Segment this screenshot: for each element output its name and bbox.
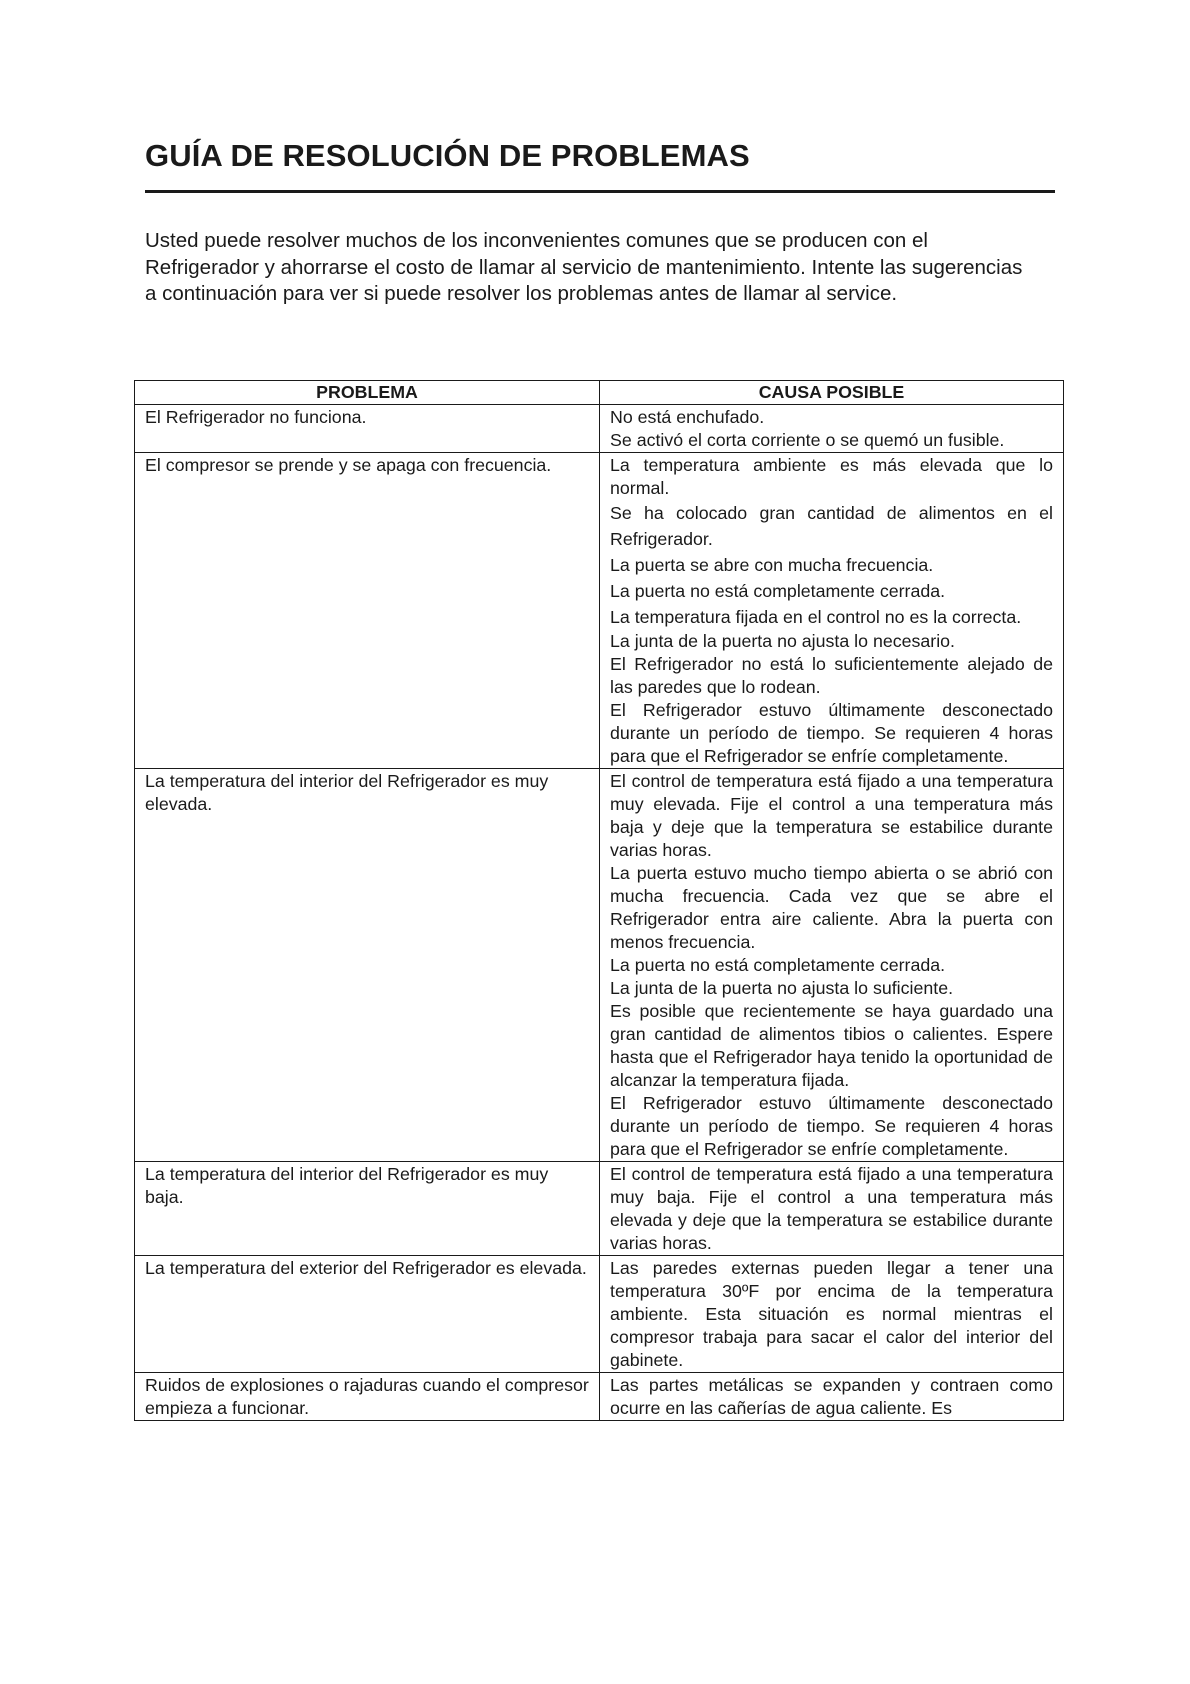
cause-item: El Refrigerador no está lo suficientemente alejado de las paredes que lo rodean. (610, 654, 1053, 697)
cause-item: La temperatura ambiente es más elevada que lo normal. (610, 455, 1053, 498)
problem-column-header: PROBLEMA (135, 381, 600, 405)
table-row (135, 453, 1064, 769)
cause-item: Las partes metálicas se expanden y contraen como ocurre en las cañerías de agua caliente. Es (610, 1375, 1053, 1418)
problem-cell: El Refrigerador no funciona. (135, 405, 600, 453)
table-row (135, 1373, 1064, 1421)
cause-item: El Refrigerador estuvo últimamente desconectado durante un período de tiempo. Se requieren 4 horas para que el Refrigerador se enfríe completamente. (610, 700, 1053, 766)
problem-cell: El compresor se prende y se apaga con frecuencia. (135, 453, 600, 769)
cause-cell (600, 1256, 1064, 1373)
cause-item: El Refrigerador estuvo últimamente desconectado durante un período de tiempo. Se requieren 4 horas para que el Refrigerador se enfríe completamente. (610, 1093, 1053, 1159)
cause-item: Se ha colocado gran cantidad de alimentos en el Refrigerador. (610, 503, 1053, 549)
cause-item: No está enchufado. (610, 407, 765, 427)
cause-column-header: CAUSA POSIBLE (600, 381, 1064, 405)
intro-paragraph: Usted puede resolver muchos de los inconvenientes comunes que se producen con el Refrigerador y ahorrarse el costo de llamar al servicio de mantenimiento. Intente las sugerencias a continuación para ver si puede resolver los problemas antes de llamar al service. (145, 229, 1023, 305)
table-row (135, 405, 1064, 453)
cause-item: La puerta no está completamente cerrada. (610, 581, 946, 601)
page-title: GUÍA DE RESOLUCIÓN DE PROBLEMAS (145, 138, 750, 173)
cause-item: Es posible que recientemente se haya guardado una gran cantidad de alimentos tibios o calientes. Espere hasta que el Refrigerador haya tenido la oportunidad de alcanzar la temperatura fijada. (610, 1001, 1053, 1090)
cause-item: El control de temperatura está fijado a una temperatura muy elevada. Fije el control a una temperatura más baja y deje que la temperatura se estabilice durante varias horas. (610, 771, 1053, 860)
cause-item: La puerta estuvo mucho tiempo abierta o se abrió con mucha frecuencia. Cada vez que se abre el Refrigerador entra aire caliente. Abra la puerta con menos frecuencia. (610, 863, 1053, 952)
problem-cell: La temperatura del interior del Refrigerador es muy baja. (135, 1162, 600, 1256)
cause-item: La temperatura fijada en el control no es la correcta. (610, 607, 1022, 627)
table-row (135, 769, 1064, 1162)
cause-cell (600, 453, 1064, 769)
table-row (135, 1256, 1064, 1373)
cause-item: La junta de la puerta no ajusta lo suficiente. (610, 978, 954, 998)
cause-item: La junta de la puerta no ajusta lo necesario. (610, 631, 955, 651)
table-row (135, 1162, 1064, 1256)
cause-cell (600, 1373, 1064, 1421)
cause-cell (600, 769, 1064, 1162)
problem-cell: La temperatura del exterior del Refrigerador es elevada. (135, 1256, 600, 1373)
troubleshooting-table (134, 380, 1064, 1421)
cause-item: El control de temperatura está fijado a una temperatura muy baja. Fije el control a una temperatura más elevada y deje que la temperatura se estabilice durante varias horas. (610, 1164, 1053, 1253)
problem-cell: Ruidos de explosiones o rajaduras cuando el compresor empieza a funcionar. (135, 1373, 600, 1421)
cause-cell (600, 1162, 1064, 1256)
cause-cell (600, 405, 1064, 453)
cause-item: La puerta se abre con mucha frecuencia. (610, 555, 934, 575)
title-divider (145, 190, 1055, 193)
cause-item: Las paredes externas pueden llegar a tener una temperatura 30ºF por encima de la temperatura ambiente. Esta situación es normal mientras el compresor trabaja para sacar el calor del interior del gabinete. (610, 1258, 1053, 1370)
problem-cell: La temperatura del interior del Refrigerador es muy elevada. (135, 769, 600, 1162)
cause-item: La puerta no está completamente cerrada. (610, 955, 946, 975)
cause-item: Se activó el corta corriente o se quemó un fusible. (610, 430, 1005, 450)
table-header-row (135, 381, 1064, 405)
